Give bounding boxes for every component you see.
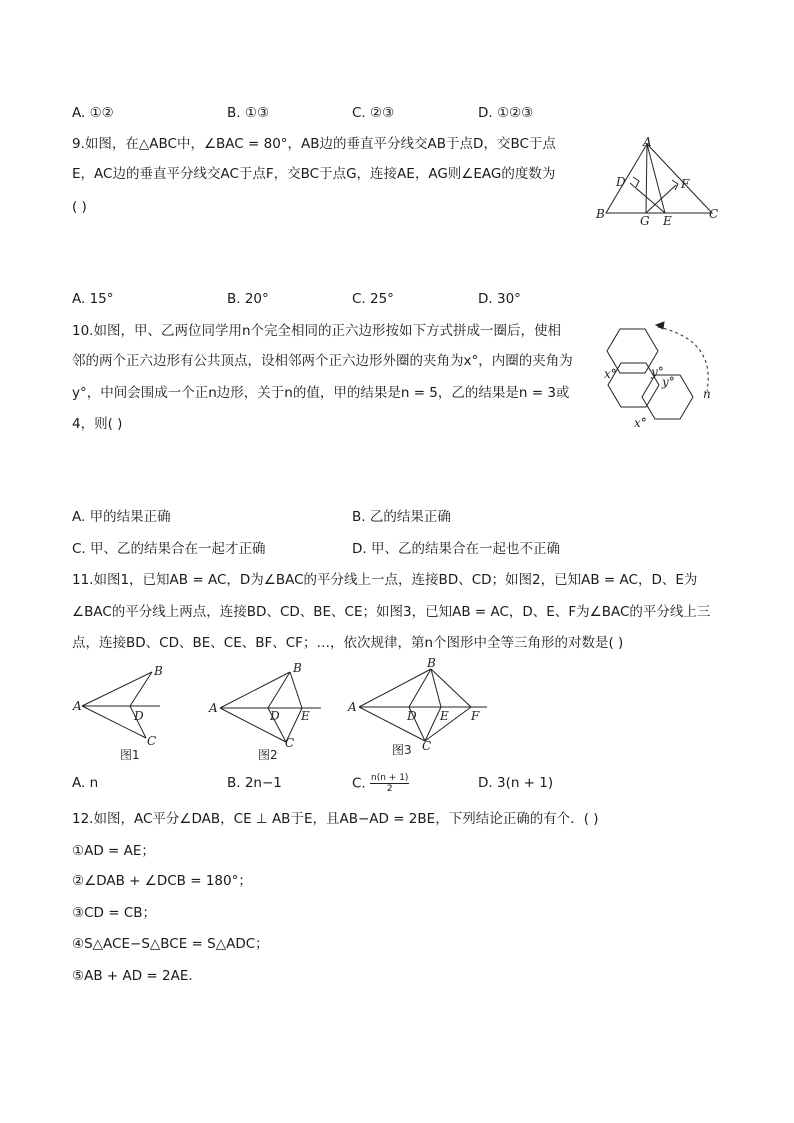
q11-fig1-label-d: D — [134, 709, 144, 723]
q11-line-1: 11.如图1，已知AB = AC，D为∠BAC的平分线上一点，连接BD、CD；如图2，已知AB = AC，D、E为 — [72, 572, 698, 588]
q11-option-a[interactable]: A. n — [72, 775, 99, 791]
q11-fig2-label-c: C — [285, 736, 295, 750]
q11-fig2-label-d: D — [270, 709, 280, 723]
q10-label-n: n — [703, 387, 711, 401]
q11-fig1-label-a: A — [73, 699, 82, 713]
q8-option-a[interactable]: A. ①② — [72, 105, 114, 121]
q11-option-c-fraction — [370, 773, 409, 794]
q10-label-y-inner: y° — [662, 375, 675, 389]
q9-option-c[interactable]: C. 25° — [352, 291, 394, 307]
fraction-denominator: 2 — [386, 784, 393, 794]
q10-label-y-top: y° — [651, 365, 664, 379]
fraction-numerator: n(n + 1) — [371, 773, 409, 783]
q9-line-1: 9.如图，在△ABC中，∠BAC = 80°，AB边的垂直平分线交AB于点D，交BC于点 — [72, 136, 556, 152]
q10-line-2: 邻的两个正六边形有公共顶点，设相邻两个正六边形外圈的夹角为x°，内圈的夹角为 — [72, 353, 573, 369]
q9-option-d[interactable]: D. 30° — [478, 291, 521, 307]
q12-statement-1: ①AD = AE； — [72, 843, 155, 859]
q8-option-d[interactable]: D. ①②③ — [478, 105, 534, 121]
q11-fig2-label-b: B — [293, 661, 302, 675]
q11-fig3-label-e: E — [440, 709, 449, 723]
q10-hexagon-figure — [596, 318, 726, 436]
q10-option-b[interactable]: B. 乙的结果正确 — [352, 509, 451, 525]
q11-option-c-label: C. — [352, 775, 366, 792]
q9-label-g: G — [640, 214, 650, 228]
q11-option-d[interactable]: D. 3(n + 1) — [478, 775, 554, 791]
q11-line-2: ∠BAC的平分线上两点，连接BD、CD、BE、CE；如图3，已知AB = AC，D、E、F为∠BAC的平分线上三 — [72, 604, 711, 620]
q11-figure-2-caption: 图2 — [258, 748, 278, 762]
q11-figure-3-caption: 图3 — [392, 743, 412, 757]
q9-label-e: E — [663, 214, 672, 228]
q12-statement-5: ⑤AB + AD = 2AE. — [72, 968, 193, 984]
q9-label-f: F — [681, 177, 690, 191]
q9-triangle-figure — [592, 134, 722, 228]
q8-option-b[interactable]: B. ①③ — [227, 105, 270, 121]
q11-fig3-label-c: C — [422, 739, 432, 753]
q12-statement-2: ②∠DAB + ∠DCB = 180°； — [72, 873, 252, 889]
q11-figure-1-caption: 图1 — [120, 748, 140, 762]
q11-fig2-label-e: E — [301, 709, 310, 723]
q10-line-3: y°，中间会围成一个正n边形，关于n的值，甲的结果是n = 5，乙的结果是n = 3或 — [72, 385, 570, 401]
q10-option-c[interactable]: C. 甲、乙的结果合在一起才正确 — [72, 541, 266, 557]
q9-option-b[interactable]: B. 20° — [227, 291, 269, 307]
q9-label-a: A — [643, 135, 652, 149]
q10-option-d[interactable]: D. 甲、乙的结果合在一起也不正确 — [352, 541, 560, 557]
q10-label-x-outer: x° — [604, 367, 617, 381]
q11-figure-2 — [206, 660, 331, 762]
q9-label-d: D — [616, 175, 626, 189]
q11-fig3-label-f: F — [471, 709, 480, 723]
q12-statement-4: ④S△ACE−S△BCE = S△ADC； — [72, 936, 269, 952]
q8-option-c[interactable]: C. ②③ — [352, 105, 395, 121]
q10-option-a[interactable]: A. 甲的结果正确 — [72, 509, 171, 525]
q9-line-2: E，AC边的垂直平分线交AC于点F，交BC于点G，连接AE，AG则∠EAG的度数为 — [72, 166, 556, 182]
q9-label-b: B — [596, 207, 605, 221]
q9-option-a[interactable]: A. 15° — [72, 291, 114, 307]
q11-fig1-label-c: C — [147, 734, 157, 748]
q11-option-b[interactable]: B. 2n−1 — [227, 775, 282, 791]
q11-option-c[interactable] — [352, 773, 409, 794]
q11-fig3-label-b: B — [427, 656, 436, 670]
q11-fig2-label-a: A — [209, 701, 218, 715]
q9-label-c: C — [709, 207, 719, 221]
q11-fig3-label-d: D — [407, 709, 417, 723]
q12-stem: 12.如图，AC平分∠DAB，CE ⊥ AB于E，且AB−AD = 2BE，下列结论正确的有个．( ) — [72, 811, 599, 827]
q10-line-4: 4，则( ) — [72, 416, 123, 432]
q11-figure-3 — [345, 655, 495, 762]
q10-line-1: 10.如图，甲、乙两位同学用n个完全相同的正六边形按如下方式拼成一圈后，使相 — [72, 323, 562, 339]
q9-line-3: ( ) — [72, 199, 87, 215]
q11-figure-1 — [68, 660, 168, 762]
q11-line-3: 点，连接BD、CD、BE、CE、BF、CF；…，依次规律，第n个图形中全等三角形的对数是( ) — [72, 635, 624, 651]
q11-fig1-label-b: B — [154, 664, 163, 678]
q12-statement-3: ③CD = CB； — [72, 905, 157, 921]
q10-label-x-bottom: x° — [634, 416, 647, 430]
q11-fig3-label-a: A — [348, 700, 357, 714]
